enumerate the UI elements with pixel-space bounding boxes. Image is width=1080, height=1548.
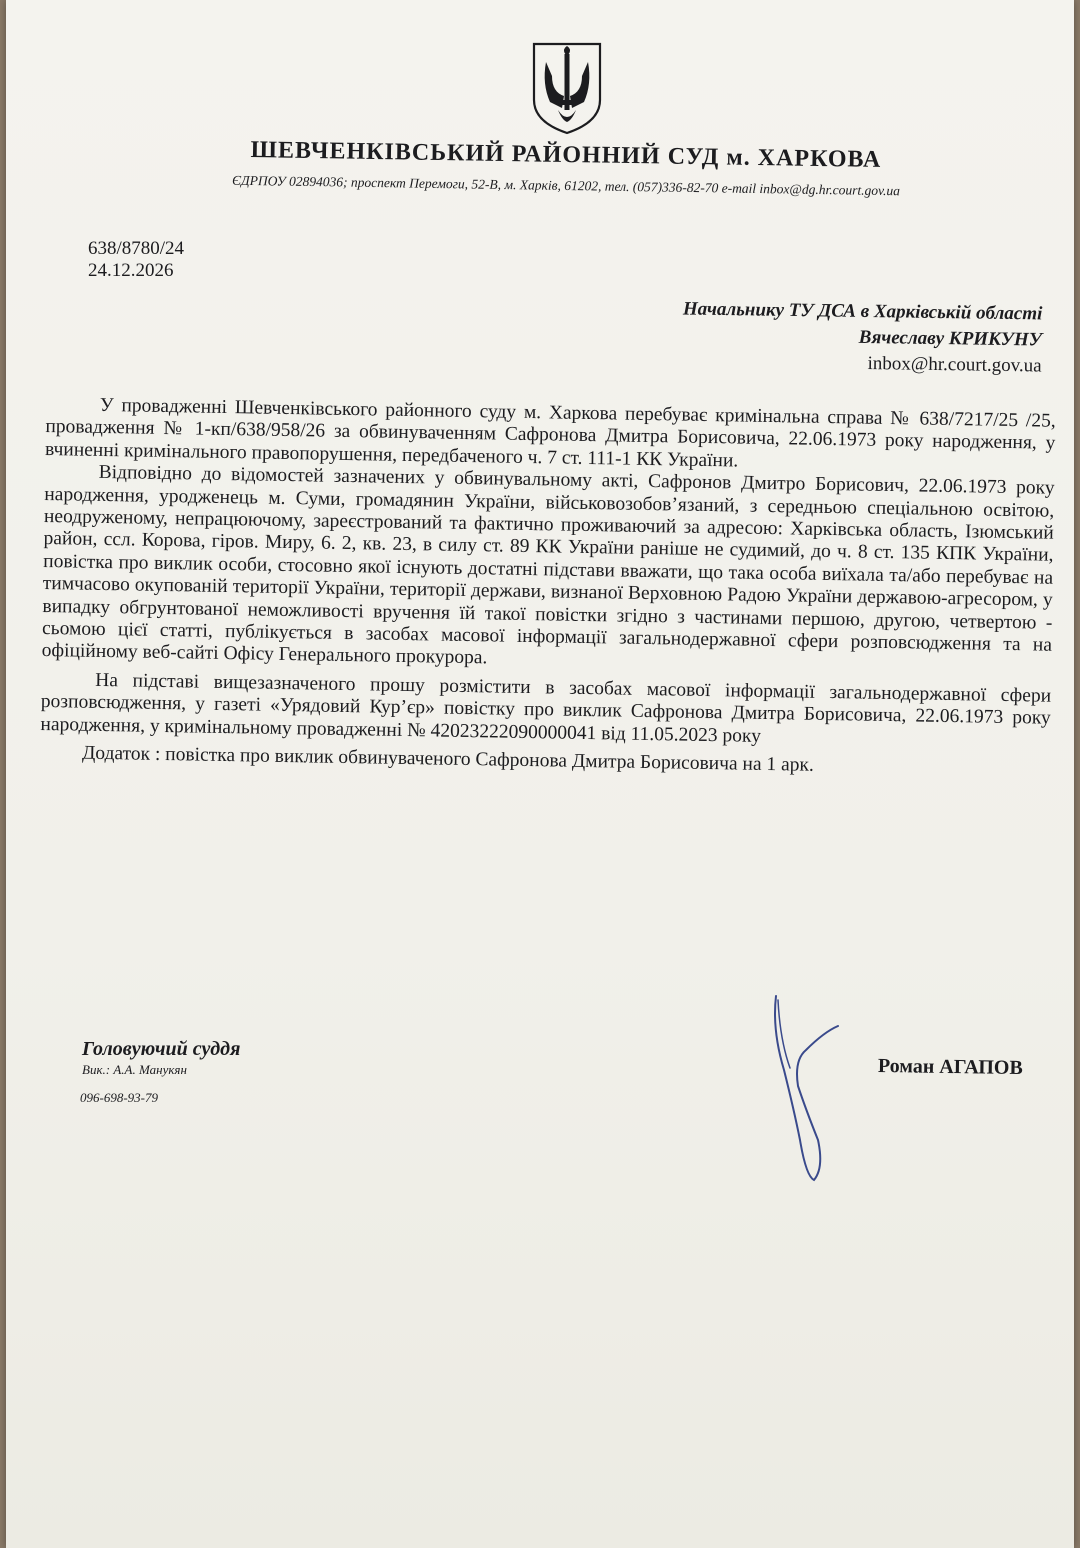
addressee-name: Вячеславу КРИКУНУ bbox=[858, 326, 1043, 351]
handwritten-signature bbox=[754, 990, 864, 1190]
executor-phone: 096-698-93-79 bbox=[80, 1090, 158, 1105]
sign-title: Головуючий суддя bbox=[82, 1038, 241, 1060]
addressee-email: inbox@hr.court.gov.ua bbox=[867, 353, 1042, 377]
paragraph-annex: Додаток : повістка про виклик обвинуваченого Сафронова Дмитра Борисовича на 1 арк. bbox=[81, 742, 815, 776]
registration-number: 638/8780/24 bbox=[88, 238, 185, 259]
coat-of-arms-icon bbox=[528, 40, 606, 136]
document-page bbox=[6, 0, 1074, 1548]
paragraph-request: На підставі вищезазначеного прошу розмістити в засобах масової інформації загальнодержавної сфери розповсюдження, у газеті «Урядовий Кур’єр» повістку про виклик Сафронова Дмитра Борисовича, 22.06.1973 року народження, у кримінальному провадженні № 42023222090000041 від 11.05.2023 року bbox=[40, 669, 1052, 747]
paragraph-defendant-details: Відповідно до відомостей зазначених у обвинувальному акті, Сафронов Дмитро Борисович, 22.06.1973 року народження, уродженець м. Суми, громадянин України, військовозобов’язаний, з середньою спеціальною освітою, неодруженому, непрацюючому, зареєстрований та фактично проживаючий за адресою: Харківська область, Ізюмський район, ссл. Корова, гіров. Миру, 6. 2, кв. 23, в силу ст. 89 КК України раніше не судимий, до ч. 8 ст. 135 КПК України, повістка про виклик особи, стосовно якої існують достатні підстави вважати, що така особа виїхала та/або перебуває на тимчасово окупованій території України, території держави, визнаної Верховною Радою України державою-агресором, у випадку обгрунтованої неможливості вручення їй такої повістки згідно з частинами першою, другою, четвертою - сьомою цієї статті, публікується в засобах масової інформації загальнодержавної сфери розповсюдження та на офіційному веб-сайті Офісу Генерального прокурора. bbox=[41, 462, 1055, 669]
addressee-position: Начальнику ТУ ДСА в Харківській області bbox=[682, 298, 1043, 325]
registration-date: 24.12.2026 bbox=[88, 260, 174, 281]
court-name: ШЕВЧЕНКІВСЬКИЙ РАЙОННИЙ СУД м. ХАРКОВА bbox=[250, 137, 882, 173]
executor: Вик.: А.А. Манукян bbox=[82, 1062, 187, 1077]
addressee-block bbox=[545, 295, 1042, 380]
letter-body bbox=[40, 394, 1056, 781]
judge-name: Роман АГАПОВ bbox=[877, 1054, 1023, 1080]
court-details: ЄДРПОУ 02894036; проспект Перемоги, 52-В, м. Харків, 61202, тел. (057)336-82-70 e-mail inbox@dg.hr.court.gov.ua bbox=[231, 172, 901, 199]
paragraph-case: У провадженні Шевченківського районного суду м. Харкова перебуває кримінальна справа № 638/7217/25 /25, провадження № 1-кп/638/958/26 за обвинуваченням Сафронова Дмитра Борисовича, 22.06.1973 року народження, у вчиненні кримінального правопорушення, передбаченого ч. 7 ст. 111-1 КК України. bbox=[44, 394, 1056, 472]
